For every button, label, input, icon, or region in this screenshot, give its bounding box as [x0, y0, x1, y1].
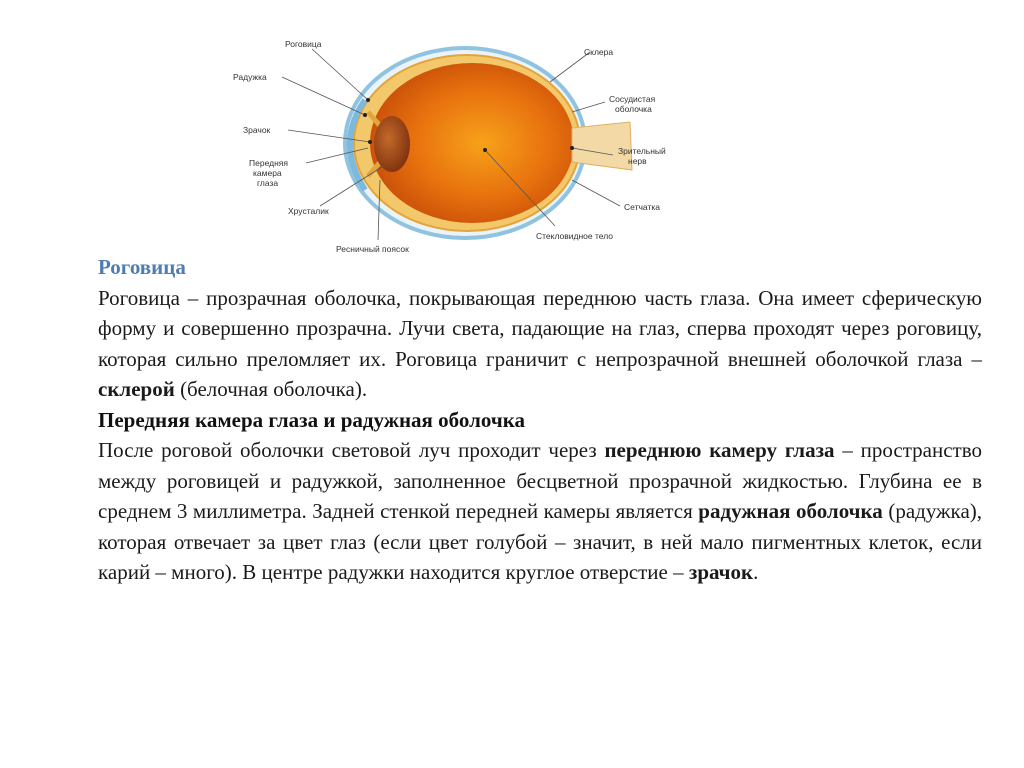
label-retina: Сетчатка — [624, 202, 660, 212]
lens-shape — [374, 116, 410, 172]
label-pupil: Зрачок — [243, 125, 271, 135]
label-anterior-chamber-3: глаза — [257, 178, 279, 188]
label-anterior-chamber-2: камера — [253, 168, 282, 178]
label-vitreous: Стекловидное тело — [536, 231, 614, 241]
paragraph-anterior-chamber: После роговой оболочки световой луч проходит через переднюю камеру глаза – пространство между роговицей и радужкой, заполненное бесцветной прозрачной жидкостью. Глубина ее в среднем 3 миллиметра. Задней стенкой передней камеры является радужная оболочка (радужка), которая отвечает за цвет глаз (если цвет голубой – значит, в ней мало пигментных клеток, если карий – много). В центре радужки находится круглое отверстие – зрачок. — [98, 438, 983, 584]
label-optic-nerve-1: Зрительный — [618, 146, 666, 156]
label-iris: Радужка — [233, 72, 267, 82]
eye-anatomy-diagram — [200, 30, 720, 265]
heading-cornea: Роговица — [98, 255, 186, 279]
label-choroid-1: Сосудистая — [609, 94, 656, 104]
label-optic-nerve-2: нерв — [628, 156, 647, 166]
label-lens: Хрусталик — [288, 206, 329, 216]
label-cornea: Роговица — [285, 39, 322, 49]
paragraph-cornea: Роговица – прозрачная оболочка, покрывающая переднюю часть глаза. Она имеет сферическую форму и совершенно прозрачна. Лучи света, падающие на глаз, сперва проходят через роговицу, которая сильно преломляет их. Роговица граничит с непрозрачной внешней оболочкой глаза – склерой (белочная оболочка). — [98, 285, 982, 401]
heading-anterior-chamber: Передняя камера глаза и радужная оболочка — [98, 407, 525, 432]
label-sclera: Склера — [584, 47, 614, 57]
main-text — [98, 252, 982, 588]
label-ciliary: Ресничный поясок — [336, 244, 409, 254]
label-choroid-2: оболочка — [615, 104, 652, 114]
label-anterior-chamber-1: Передняя — [249, 158, 288, 168]
